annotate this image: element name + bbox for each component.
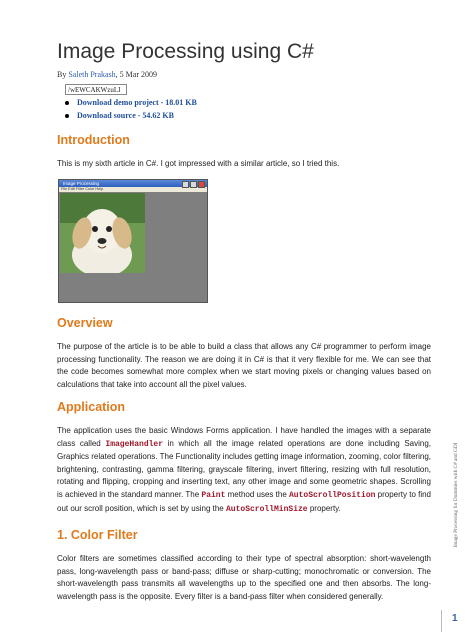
window-buttons (182, 181, 205, 188)
overview-heading: Overview (57, 316, 113, 330)
download-demo-link[interactable]: Download demo project - 18.01 KB (77, 98, 197, 107)
sidebar-running-title (449, 380, 463, 610)
download-source-item[interactable] (65, 111, 174, 120)
page-title: Image Processing using C# (57, 40, 314, 63)
code-autoscrollposition: AutoScrollPosition (289, 490, 376, 500)
application-text-5: property. (307, 503, 341, 513)
app-screenshot (58, 179, 208, 303)
color-filter-heading: 1. Color Filter (57, 528, 138, 542)
byline-date: , 5 Mar 2009 (115, 70, 157, 79)
application-text-4: property to find out our scroll position, which is set by using the (57, 489, 432, 513)
code-imagehandler: ImageHandler (105, 439, 164, 449)
window-title: Image Processing (63, 181, 100, 186)
window-titlebar (59, 180, 207, 187)
sidebar-text: Image Processing for Dummies with C# and GDI (453, 442, 459, 548)
page-number-rule (441, 610, 442, 632)
byline-prefix: By (57, 70, 69, 79)
introduction-heading: Introduction (57, 133, 130, 147)
code-autoscrollminsize: AutoScrollMinSize (225, 504, 308, 514)
code-paint: Paint (201, 490, 226, 500)
puppy-image (60, 193, 145, 273)
download-demo-item[interactable] (65, 98, 197, 107)
maximize-icon (190, 181, 197, 188)
page-number: 1 (452, 613, 458, 624)
viewstate-box: /wEWCAKWzuLI (65, 84, 127, 95)
window-menubar: File Edit Filter Color Help (59, 187, 207, 192)
download-source-link[interactable]: Download source - 54.62 KB (77, 111, 174, 120)
application-text (57, 425, 431, 516)
application-text-1: The application uses the basic Windows Forms application. I have handled the images with a separate class called (57, 426, 431, 448)
close-icon (198, 181, 205, 188)
byline (57, 70, 157, 79)
author-link[interactable]: Saleth Prakash (68, 70, 116, 79)
bullet-icon (65, 101, 69, 105)
overview-text: The purpose of the article is to be able to build a class that allows any C# programmer to perform image processing functionality. The reason we are doing it in C# is that it very flexible for me. We can see that the code becomes somewhat more complex when we start moving pixels or changing values based on calculations that take into account all the pixel values. (57, 342, 431, 389)
minimize-icon (182, 181, 189, 188)
introduction-text: This is my sixth article in C#. I got impressed with a similar article, so I tried this. (57, 159, 340, 168)
application-heading: Application (57, 400, 126, 414)
application-text-3: method uses the (225, 489, 289, 499)
application-text-2: in which all the image related operations are done including Saving, Graphics related operations. The Functionality includes getting image information, zooming, color filtering, brightening, contrasting, gamma filtering, grayscale filtering, invert filtering, resizing with full resolution, rotating and flipping, cropping and inserting text, any other image and some geometric shapes. Scrolling is achieved in the standard manner. The (57, 438, 432, 499)
bullet-icon (65, 114, 69, 118)
color-filter-text: Color filters are sometimes classified according to their type of spectral absorption: short-wavelength pass, long-wavelength pass or band-pass; diffuse or sharp-cutting; monochromatic or conversion. The short-wavelength pass transmits all wavelengths up to the specified one and then absorbs. The long-wavelength pass is the opposite. Every filter is a band-pass filter when considered generally. (57, 554, 431, 601)
